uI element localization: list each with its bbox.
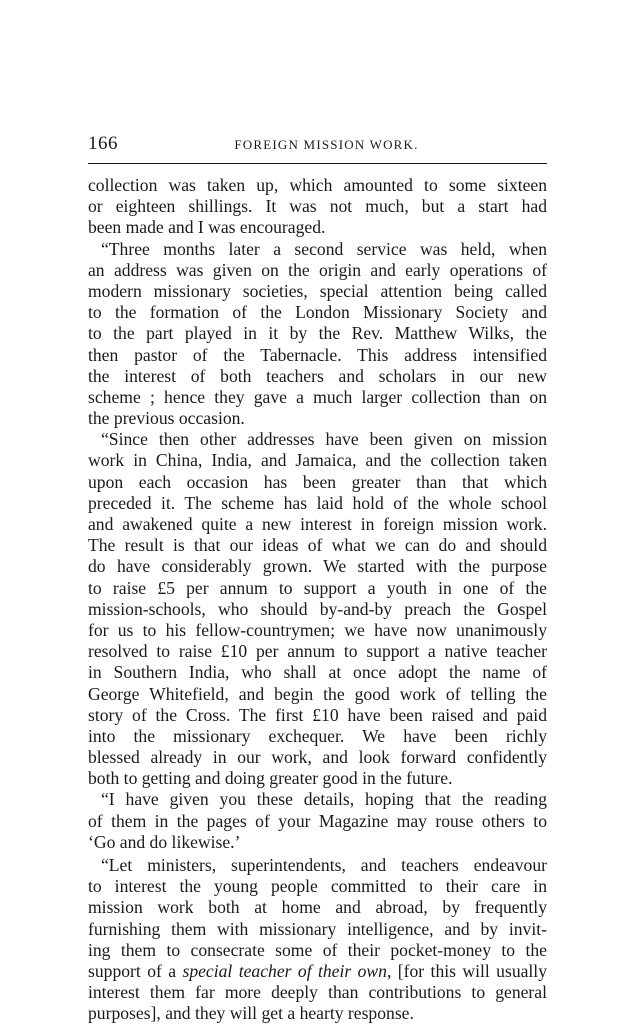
text-line: blessed already in our work, and look forward confidently [88, 747, 547, 768]
text-line: “I have given you these details, hoping that the reading [101, 789, 547, 810]
text-line: resolved to raise £10 per annum to support a native teacher [88, 641, 547, 662]
text-line: story of the Cross. The first £10 have been raised and paid [88, 704, 547, 725]
text-line: then pastor of the Tabernacle. This address intensified [88, 344, 547, 365]
text-line: both to getting and doing greater good in the future. [88, 768, 453, 789]
text-line: furnishing them with missionary intelligence, and by invit- [88, 918, 547, 939]
text-line: the interest of both teachers and scholars in our new [88, 365, 547, 386]
text-line: in Southern India, who shall at once adopt the name of [88, 662, 547, 683]
header-rule [88, 163, 547, 164]
text-line: to the part played in it by the Rev. Matthew Wilks, the [88, 323, 547, 344]
text-line: the previous occasion. [88, 408, 245, 429]
text-line: George Whitefield, and begin the good work of telling the [88, 683, 547, 704]
running-head: FOREIGN MISSION WORK. [234, 137, 419, 152]
text-line-mixed [88, 961, 547, 982]
text-line: into the missionary exchequer. We have been richly [88, 725, 547, 746]
text-line: preceded it. The scheme has laid hold of the whole school [88, 492, 547, 513]
text-line: and awakened quite a new interest in foreign mission work. [88, 514, 547, 534]
text-line: to the formation of the London Missionary Society and [88, 302, 547, 323]
text-line: an address was given on the origin and early operations of [88, 259, 547, 280]
text-line: ‘Go and do likewise.’ [88, 831, 241, 852]
text-line: collection was taken up, which amounted to some sixteen [88, 175, 547, 195]
text-line: “Three months later a second service was held, when [101, 238, 547, 259]
text-line: purposes], and they will get a hearty response. [88, 1003, 414, 1024]
text-line: of them in the pages of your Magazine may rouse others to [88, 810, 547, 831]
text-line: upon each occasion has been greater than that which [88, 471, 547, 492]
text-line: mission work both at home and abroad, by frequently [88, 897, 547, 918]
page-header [88, 133, 547, 157]
text-line: for us to his fellow-countrymen; we have now unanimously [88, 619, 547, 640]
text-line: scheme ; hence they gave a much larger collection than on [88, 386, 547, 407]
page-number: 166 [88, 133, 118, 154]
text-segment: support of a [88, 960, 183, 981]
text-line: The result is that our ideas of what we can do and should [88, 535, 547, 556]
text-line: “Since then other addresses have been given on mission [101, 429, 547, 450]
text-segment: , [for this will usually [386, 960, 547, 981]
text-line: work in China, India, and Jamaica, and the collection taken [88, 450, 547, 471]
text-line: do have considerably grown. We started with the purpose [88, 556, 547, 577]
text-line: or eighteen shillings. It was not much, but a start had [88, 196, 547, 217]
text-line: mission-schools, who should by-and-by preach the Gospel [88, 598, 547, 619]
text-line: “Let ministers, superintendents, and teachers endeavour [101, 855, 547, 875]
text-line: to raise £5 per annum to support a youth in one of the [88, 577, 547, 598]
text-line: modern missionary societies, special attention being called [88, 280, 547, 301]
text-line: been made and I was encouraged. [88, 217, 326, 238]
text-line: ing them to consecrate some of their pocket-money to the [88, 939, 547, 960]
text-line: interest them far more deeply than contributions to general [88, 982, 547, 1003]
text-line: to interest the young people committed to their care in [88, 876, 547, 897]
body-text [88, 175, 547, 1025]
italic-phrase: special teacher of their own [182, 960, 387, 981]
